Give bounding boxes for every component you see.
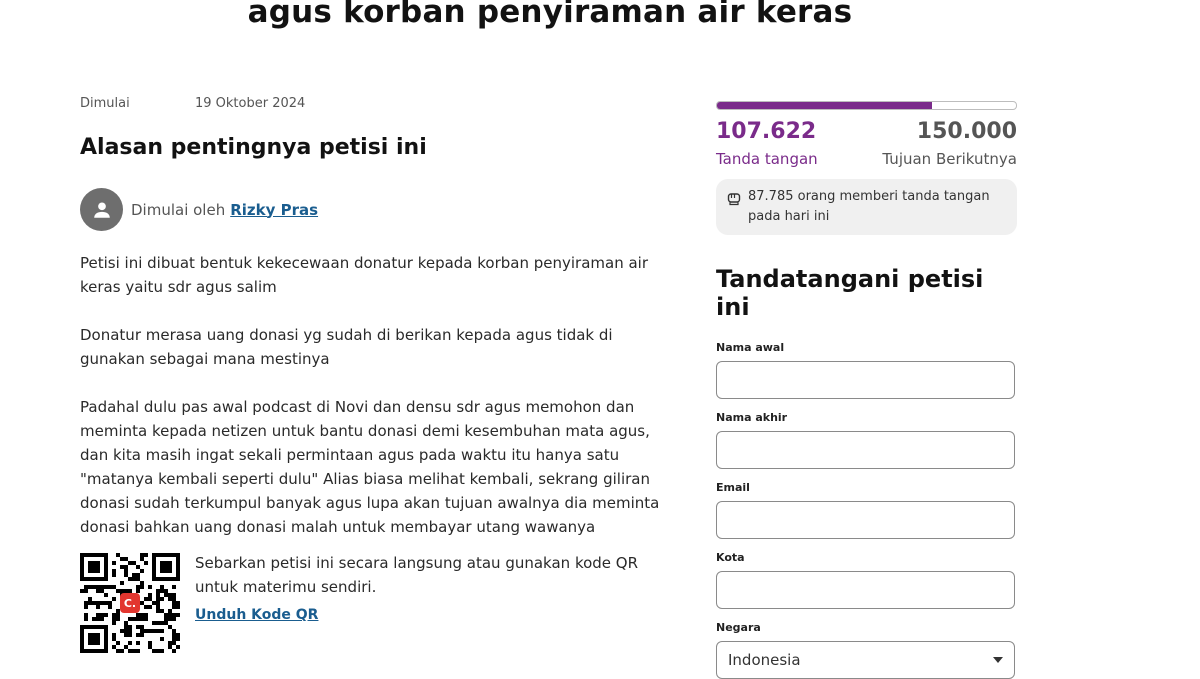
last-name-label: Nama akhir bbox=[716, 411, 788, 424]
share-section bbox=[80, 553, 660, 653]
reason-heading: Alasan pentingnya petisi ini bbox=[80, 135, 427, 160]
email-label: Email bbox=[716, 481, 750, 494]
author-row bbox=[80, 188, 660, 231]
started-date: 19 Oktober 2024 bbox=[195, 96, 306, 111]
city-field[interactable] bbox=[716, 571, 1015, 609]
qr-badge: C. bbox=[120, 593, 140, 613]
fist-icon bbox=[726, 190, 742, 206]
today-signers-box bbox=[716, 179, 1017, 235]
country-select[interactable] bbox=[716, 641, 1015, 679]
reason-paragraph: Padahal dulu pas awal podcast di Novi dan densu sdr agus memohon dan meminta kepada netizen untuk bantu donasi demi kesembuhan mata agus, dan kita masih ingat sekali permintaan agus pada waktu itu hanya satu "matanya kembali seperti dulu" Alias biasa melihat kembali, sekrang giliran donasi sudah terkumpul banyak agus lupa akan tujuan awalnya dia meminta donasi bahkan uang donasi malah untuk membayar utang wawanya bbox=[80, 398, 660, 536]
progress-bar bbox=[716, 101, 1017, 110]
progress-counts bbox=[716, 119, 1017, 144]
reason-paragraph: Donatur merasa uang donasi yg sudah di berikan kepada agus tidak di gunakan sebagai mana mestinya bbox=[80, 326, 613, 368]
country-value: Indonesia bbox=[728, 651, 801, 669]
petition-title: agus korban penyiraman air keras bbox=[247, 0, 853, 30]
goal-count: 150.000 bbox=[916, 119, 1017, 144]
city-label: Kota bbox=[716, 551, 745, 564]
last-name-field[interactable] bbox=[716, 431, 1015, 469]
petition-body bbox=[80, 96, 660, 653]
email-field[interactable] bbox=[716, 501, 1015, 539]
sign-form-title: Tandatangani petisi ini bbox=[716, 265, 984, 321]
avatar bbox=[80, 188, 123, 231]
started-label: Dimulai bbox=[80, 96, 130, 111]
country-label: Negara bbox=[716, 621, 761, 634]
signature-label: Tanda tangan bbox=[716, 150, 818, 168]
user-icon bbox=[91, 199, 113, 221]
started-meta bbox=[80, 96, 660, 111]
progress-bar-fill bbox=[717, 102, 932, 109]
first-name-label: Nama awal bbox=[716, 341, 785, 354]
sign-panel bbox=[716, 101, 1017, 679]
signature-count: 107.622 bbox=[716, 119, 817, 144]
reason-paragraph: Petisi ini dibuat bentuk kekecewaan donatur kepada korban penyiraman air keras yaitu sdr agus salim bbox=[80, 254, 649, 296]
share-text: Sebarkan petisi ini secara langsung atau gunakan kode QR untuk materimu sendiri. bbox=[195, 554, 639, 596]
goal-label: Tujuan Berikutnya bbox=[882, 150, 1017, 168]
author-link[interactable]: Rizky Pras bbox=[230, 200, 319, 219]
qr-code bbox=[80, 553, 180, 653]
today-signers-text: 87.785 orang memberi tanda tangan pada hari ini bbox=[748, 189, 990, 224]
first-name-field[interactable] bbox=[716, 361, 1015, 399]
download-qr-link[interactable]: Unduh Kode QR bbox=[195, 607, 319, 623]
progress-labels bbox=[716, 150, 1017, 168]
share-text-block bbox=[195, 551, 660, 653]
started-by-label: Dimulai oleh bbox=[131, 200, 226, 219]
chevron-down-icon bbox=[993, 657, 1003, 663]
